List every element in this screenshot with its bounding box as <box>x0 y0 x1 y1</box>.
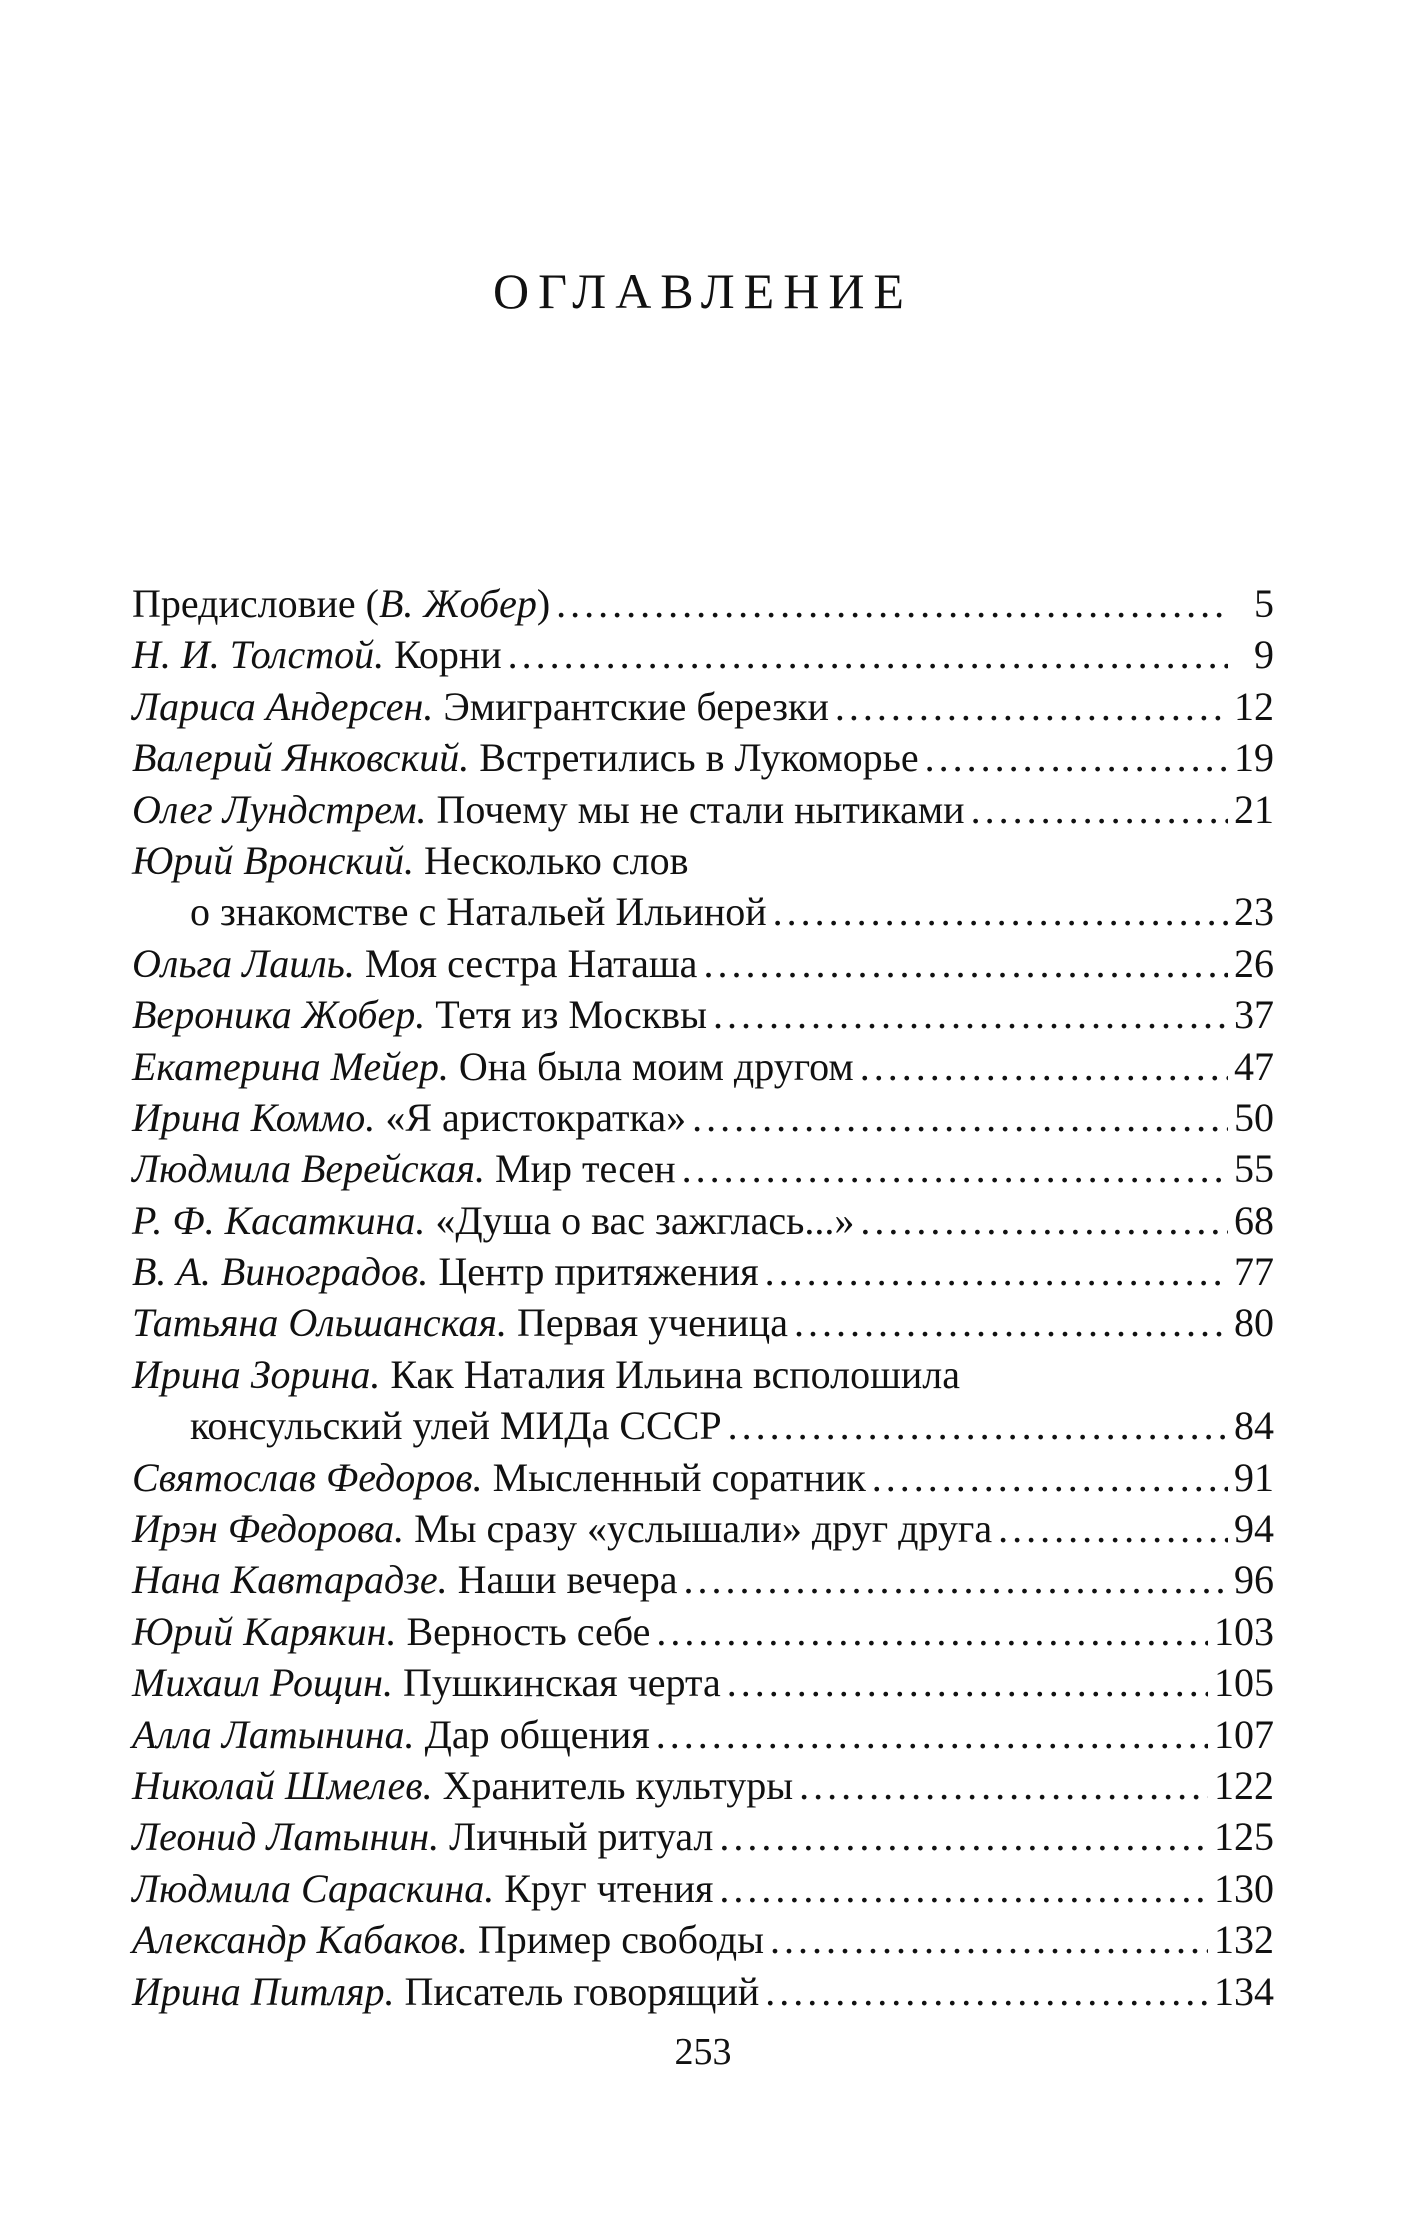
toc-title: Пример свободы <box>467 1917 764 1963</box>
toc-page-number: 94 <box>1234 1506 1274 1552</box>
toc-author: В. Жобер <box>378 581 537 626</box>
toc-author: Людмила Сараскина. <box>132 1865 495 1911</box>
toc-line <box>132 1246 1274 1297</box>
toc-entry-text <box>132 1554 678 1605</box>
toc-entry-text <box>132 1092 686 1143</box>
dot-leader <box>684 1554 1228 1605</box>
toc-title: «Я аристократка» <box>375 1094 687 1140</box>
toc-line <box>132 784 1274 835</box>
dot-leader <box>773 886 1228 937</box>
dot-leader <box>765 1966 1208 2017</box>
toc-entry-text <box>132 784 965 835</box>
toc-entry-text <box>132 681 829 732</box>
toc-line <box>132 938 1274 989</box>
toc-title: Дар общения <box>414 1711 650 1757</box>
toc-title: Центр притяжения <box>428 1249 759 1295</box>
dot-leader <box>656 1606 1208 1657</box>
toc-entry <box>132 835 1274 938</box>
toc-page-number: 23 <box>1234 889 1274 935</box>
toc-entry-text <box>132 1709 650 1760</box>
toc-entry <box>132 1914 1274 1965</box>
toc-entry <box>132 1349 1274 1452</box>
toc-title: Корни <box>384 632 502 678</box>
toc-page-number: 107 <box>1214 1711 1274 1757</box>
toc-line <box>132 989 1274 1040</box>
toc-author: Валерий Янковский. <box>132 735 470 781</box>
toc-author: Татьяна Ольшанская. <box>132 1300 507 1346</box>
toc-line <box>132 578 1274 629</box>
toc-entry <box>132 1657 1274 1708</box>
toc-author: Ольга Лаиль. <box>132 940 355 986</box>
toc-entry <box>132 1041 1274 1092</box>
dot-leader <box>556 578 1228 629</box>
toc-title: консульский улей МИДа СССР <box>190 1403 722 1449</box>
toc-author: Олег Лундстрем. <box>132 786 427 832</box>
dot-leader <box>719 1811 1208 1862</box>
toc-entry-text <box>132 1606 650 1657</box>
toc-author: Ирэн Федорова. <box>132 1506 405 1552</box>
toc-author: Екатерина Мейер. <box>132 1043 449 1089</box>
toc-page-number: 91 <box>1234 1454 1274 1500</box>
toc-entry-text <box>132 1863 713 1914</box>
dot-leader <box>508 629 1228 680</box>
toc-entry-text <box>132 1297 788 1348</box>
toc-page-number: 55 <box>1234 1146 1274 1192</box>
toc-entry-text <box>132 1914 764 1965</box>
toc-entry <box>132 1452 1274 1503</box>
toc-page-number: 12 <box>1234 683 1274 729</box>
toc-line <box>132 1914 1274 1965</box>
toc-line <box>132 681 1274 732</box>
toc-page-number: 103 <box>1214 1608 1274 1654</box>
toc-line <box>132 1657 1274 1708</box>
toc-entry <box>132 578 1274 629</box>
toc-entry-text <box>132 1811 713 1862</box>
toc-title: ) <box>536 581 551 626</box>
toc-entry <box>132 681 1274 732</box>
dot-leader <box>835 681 1228 732</box>
toc-entry-text <box>132 629 502 680</box>
toc-author: Ирина Коммо. <box>132 1094 376 1140</box>
toc-entry-text <box>132 1041 854 1092</box>
toc-title: Почему мы не стали нытиками <box>426 786 965 832</box>
toc-entry-text <box>132 1503 992 1554</box>
page-title: ОГЛАВЛЕНИЕ <box>493 263 913 319</box>
toc-line <box>132 835 1274 886</box>
toc-title: Эмигрантские березки <box>433 683 829 729</box>
toc-page-number: 125 <box>1214 1814 1274 1860</box>
toc-author: Р. Ф. Касаткина. <box>132 1197 426 1243</box>
toc-title: Первая ученица <box>506 1300 788 1346</box>
toc-page-number: 68 <box>1234 1197 1274 1243</box>
dot-leader <box>770 1914 1208 1965</box>
toc-page-number: 80 <box>1234 1300 1274 1346</box>
toc-page-number: 105 <box>1214 1660 1274 1706</box>
toc-page-number: 134 <box>1214 1968 1274 2014</box>
toc-line <box>132 1966 1274 2017</box>
toc-author: Н. И. Толстой. <box>132 632 385 678</box>
dot-leader <box>971 784 1228 835</box>
toc-title: Пушкинская черта <box>393 1660 721 1706</box>
toc-title: Несколько слов <box>414 837 689 883</box>
toc-author: Ирина Зорина. <box>132 1351 381 1397</box>
toc-line <box>132 732 1274 783</box>
toc-entry <box>132 1297 1274 1348</box>
toc-title: Встретились в Лукоморье <box>469 735 919 781</box>
toc-line <box>132 1811 1274 1862</box>
toc-entry <box>132 1606 1274 1657</box>
toc-author: Юрий Вронский. <box>132 837 415 883</box>
dot-leader <box>794 1297 1228 1348</box>
toc-entry-text <box>132 578 550 629</box>
toc-entry <box>132 1195 1274 1246</box>
toc-author: Нана Кавтарадзе. <box>132 1557 448 1603</box>
toc-title: Тетя из Москвы <box>425 992 707 1038</box>
toc-line <box>132 1349 1274 1400</box>
toc-author: Святослав Федоров. <box>132 1454 483 1500</box>
toc-line <box>132 1760 1274 1811</box>
toc-entry <box>132 938 1274 989</box>
toc-author: Ирина Питляр. <box>132 1968 395 2014</box>
toc-page-number: 21 <box>1234 786 1274 832</box>
toc-title: Она была моим другом <box>448 1043 854 1089</box>
toc-author: Людмила Верейская. <box>132 1146 485 1192</box>
toc-author: Лариса Андерсен. <box>132 683 434 729</box>
toc-page-number: 37 <box>1234 992 1274 1038</box>
toc-entry <box>132 1554 1274 1605</box>
dot-leader <box>860 1195 1228 1246</box>
toc-line <box>132 1863 1274 1914</box>
toc-author: Александр Кабаков. <box>132 1917 468 1963</box>
toc-author: Вероника Жобер. <box>132 992 426 1038</box>
toc-line <box>132 1297 1274 1348</box>
toc-title: Моя сестра Наташа <box>354 940 698 986</box>
toc-entry <box>132 1143 1274 1194</box>
dot-leader <box>727 1657 1208 1708</box>
dot-leader <box>799 1760 1208 1811</box>
toc-title: Как Наталия Ильина всполошила <box>380 1351 960 1397</box>
toc-entry-text <box>132 1760 793 1811</box>
toc-page-number: 132 <box>1214 1917 1274 1963</box>
toc-entry <box>132 784 1274 835</box>
toc-author: Николай Шмелев. <box>132 1762 433 1808</box>
toc-page-number: 96 <box>1234 1557 1274 1603</box>
toc-page-number: 47 <box>1234 1043 1274 1089</box>
toc-line <box>132 1709 1274 1760</box>
toc-page-number: 50 <box>1234 1094 1274 1140</box>
toc-line <box>132 1606 1274 1657</box>
toc-entry <box>132 1503 1274 1554</box>
dot-leader <box>925 732 1228 783</box>
toc-line <box>132 1143 1274 1194</box>
dot-leader <box>860 1041 1228 1092</box>
toc-entry <box>132 1709 1274 1760</box>
toc-title: Мы сразу «услышали» друг друга <box>404 1506 993 1552</box>
toc-page-number: 5 <box>1254 581 1274 626</box>
dot-leader <box>765 1246 1228 1297</box>
toc-title: «Душа о вас зажглась...» <box>425 1197 855 1243</box>
toc-title: Хранитель культуры <box>432 1762 794 1808</box>
toc-entry <box>132 629 1274 680</box>
dot-leader <box>728 1400 1228 1451</box>
toc-entry-text <box>132 1452 866 1503</box>
toc-entry <box>132 1966 1274 2017</box>
toc-entry-text <box>132 938 697 989</box>
toc-line <box>132 629 1274 680</box>
toc-author: Леонид Латынин. <box>132 1814 440 1860</box>
toc-author: Юрий Карякин. <box>132 1608 397 1654</box>
toc-entry-text <box>132 1143 676 1194</box>
toc-page-number: 9 <box>1254 632 1274 678</box>
toc-entry-text <box>132 1246 759 1297</box>
toc-entry-text <box>132 989 707 1040</box>
toc-line <box>132 1041 1274 1092</box>
toc-entry-text <box>132 1657 721 1708</box>
toc-page-number: 130 <box>1214 1865 1274 1911</box>
toc-line <box>132 1195 1274 1246</box>
toc-title: Личный ритуал <box>439 1814 714 1860</box>
toc-title: Круг чтения <box>494 1865 714 1911</box>
toc-line <box>132 1554 1274 1605</box>
toc-line <box>132 1400 1274 1451</box>
toc-page-number: 122 <box>1214 1762 1274 1808</box>
toc-title: Предисловие ( <box>132 581 379 626</box>
toc-title: Писатель говорящий <box>394 1968 760 2014</box>
toc-entry-text <box>132 1349 960 1400</box>
toc-title: Мир тесен <box>485 1146 676 1192</box>
toc-entry <box>132 1811 1274 1862</box>
toc-line <box>132 1503 1274 1554</box>
dot-leader <box>682 1143 1228 1194</box>
toc-page-number: 77 <box>1234 1249 1274 1295</box>
toc-line <box>132 886 1274 937</box>
toc-entry-text <box>132 835 689 886</box>
dot-leader <box>998 1503 1228 1554</box>
dot-leader <box>872 1452 1228 1503</box>
toc-entry-text <box>132 1195 854 1246</box>
toc-line <box>132 1092 1274 1143</box>
dot-leader <box>703 938 1228 989</box>
toc-entry <box>132 1760 1274 1811</box>
toc-page-number: 19 <box>1234 735 1274 781</box>
toc-entry-text <box>132 1966 759 2017</box>
page-number: 253 <box>674 2031 732 2073</box>
dot-leader <box>713 989 1228 1040</box>
toc-title: Наши вечера <box>447 1557 678 1603</box>
dot-leader <box>656 1709 1208 1760</box>
toc-entry <box>132 1246 1274 1297</box>
toc-author: Алла Латынина. <box>132 1711 415 1757</box>
toc-line <box>132 1452 1274 1503</box>
toc-title: Верность себе <box>396 1608 651 1654</box>
toc-title: о знакомстве с Натальей Ильиной <box>190 889 767 935</box>
toc-author: Михаил Рощин. <box>132 1660 394 1706</box>
table-of-contents <box>132 578 1274 2017</box>
toc-page-number: 26 <box>1234 940 1274 986</box>
toc-title: Мысленный соратник <box>482 1454 866 1500</box>
toc-entry-text <box>132 732 919 783</box>
toc-entry <box>132 732 1274 783</box>
dot-leader <box>692 1092 1228 1143</box>
toc-entry <box>132 1863 1274 1914</box>
toc-author: В. А. Виноградов. <box>132 1249 429 1295</box>
toc-entry <box>132 989 1274 1040</box>
toc-page-number: 84 <box>1234 1403 1274 1449</box>
dot-leader <box>719 1863 1208 1914</box>
toc-entry <box>132 1092 1274 1143</box>
